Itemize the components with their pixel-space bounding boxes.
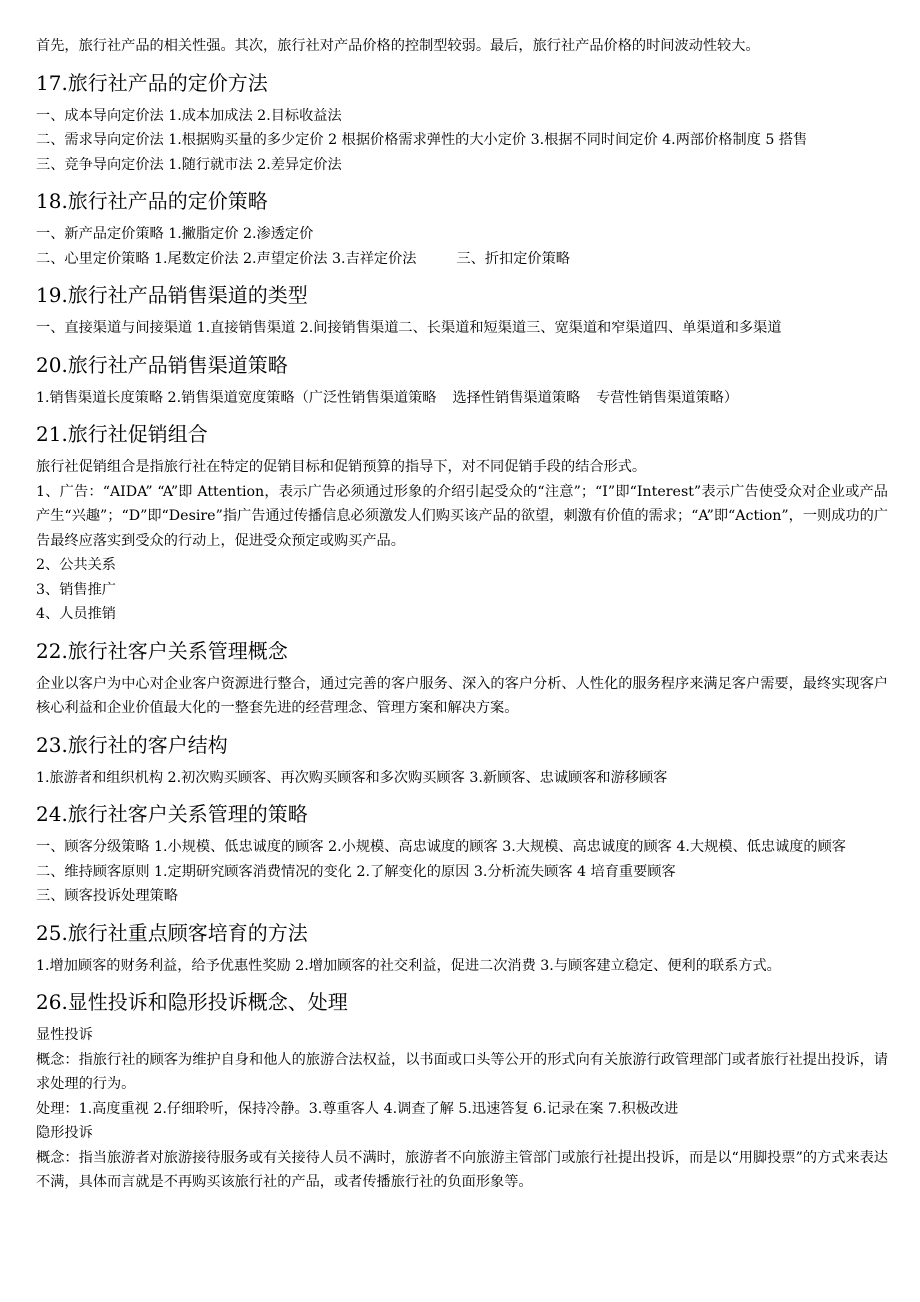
s21-line-3: 2、公共关系 bbox=[36, 557, 116, 573]
document-page bbox=[36, 34, 888, 1195]
s19-line: 一、直接渠道与间接渠道 1.直接销售渠道 2.间接销售渠道二、长渠道和短渠道三、宽渠道和窄渠道四、单渠道和多渠道 bbox=[36, 320, 782, 336]
s25-line: 1.增加顾客的财务利益，给予优惠性奖励 2.增加顾客的社交利益，促进二次消费 3.与顾客建立稳定、便利的联系方式。 bbox=[36, 957, 781, 974]
s20-part-b: 选择性销售渠道策略 bbox=[452, 389, 581, 406]
s18-line-2 bbox=[36, 247, 888, 272]
s20-part-a: 1.销售渠道长度策略 2.销售渠道宽度策略（广泛性销售渠道策略 bbox=[36, 389, 437, 406]
s20-part-c: 专营性销售渠道策略） bbox=[596, 389, 739, 406]
s20-line bbox=[36, 386, 888, 411]
s21-line-1: 旅行社促销组合是指旅行社在特定的促销目标和促销预算的指导下，对不同促销手段的结合形式。 bbox=[36, 459, 647, 475]
s18-line-2b: 三、折扣定价策略 bbox=[456, 250, 570, 267]
heading-17: 17.旅行社产品的定价方法 bbox=[36, 70, 268, 95]
s26-line-5: 概念：指当旅游者对旅游接待服务或有关接待人员不满时，旅游者不向旅游主管部门或旅行社提出投诉，而是以“用脚投票”的方式来表达不满，具体而言就是不再购买该旅行社的产品，或者传播旅行社的负面形象等。 bbox=[36, 1149, 888, 1190]
s17-line-2: 二、需求导向定价法 1.根据购买量的多少定价 2 根据价格需求弹性的大小定价 3.根据不同时间定价 4.两部价格制度 5 搭售 bbox=[36, 132, 808, 148]
s26-line-4: 隐形投诉 bbox=[36, 1125, 93, 1141]
s17-line-1: 一、成本导向定价法 1.成本加成法 2.目标收益法 bbox=[36, 107, 342, 124]
s26-line-1: 显性投诉 bbox=[36, 1027, 93, 1043]
s18-line-1: 一、新产品定价策略 1.撇脂定价 2.渗透定价 bbox=[36, 226, 314, 242]
intro-paragraph: 首先，旅行社产品的相关性强。其次，旅行社对产品价格的控制型较弱。最后，旅行社产品价格的时间波动性较大。 bbox=[36, 38, 760, 54]
s26-line-3: 处理：1.高度重视 2.仔细聆听，保持冷静。3.尊重客人 4.调查了解 5.迅速答复 6.记录在案 7.积极改进 bbox=[36, 1100, 679, 1117]
s21-line-2: 1、广告：“AIDA” “A”即 Attention，表示广告必须通过形象的介绍引起受众的“注意”；“I”即“Interest”表示广告使受众对企业或产品产生“兴趣”；“D”即“Desire”指广告通过传播信息必须激发人们购买该产品的欲望，刺激有价值的需求；“A”即“Action”，一则成功的广告最终应落实到受众的行动上，促进受众预定或购买产品。 bbox=[36, 483, 888, 549]
heading-22: 22.旅行社客户关系管理概念 bbox=[36, 638, 288, 663]
heading-25: 25.旅行社重点顾客培育的方法 bbox=[36, 920, 308, 945]
heading-20: 20.旅行社产品销售渠道策略 bbox=[36, 352, 288, 377]
heading-18: 18.旅行社产品的定价策略 bbox=[36, 189, 268, 213]
heading-26: 26.显性投诉和隐形投诉概念、处理 bbox=[36, 990, 348, 1014]
s24-line-2: 二、维持顾客原则 1.定期研究顾客消费情况的变化 2.了解变化的原因 3.分析流失顾客 4 培育重要顾客 bbox=[36, 863, 676, 880]
s17-line-3: 三、竞争导向定价法 1.随行就市法 2.差异定价法 bbox=[36, 156, 342, 173]
s26-line-2: 概念：指旅行社的顾客为维护自身和他人的旅游合法权益，以书面或口头等公开的形式向有关旅游行政管理部门或者旅行社提出投诉，请求处理的行为。 bbox=[36, 1051, 888, 1092]
s24-line-1: 一、顾客分级策略 1.小规模、低忠诚度的顾客 2.小规模、高忠诚度的顾客 3.大规模、高忠诚度的顾客 4.大规模、低忠诚度的顾客 bbox=[36, 839, 846, 855]
heading-19: 19.旅行社产品销售渠道的类型 bbox=[36, 283, 308, 307]
s21-line-4: 3、销售推广 bbox=[36, 581, 116, 598]
s18-line-2a: 二、心里定价策略 1.尾数定价法 2.声望定价法 3.吉祥定价法 bbox=[36, 250, 417, 267]
heading-24: 24.旅行社客户关系管理的策略 bbox=[36, 802, 308, 826]
heading-21: 21.旅行社促销组合 bbox=[36, 422, 208, 446]
s24-line-3: 三、顾客投诉处理策略 bbox=[36, 888, 178, 904]
s22-line: 企业以客户为中心对企业客户资源进行整合，通过完善的客户服务、深入的客户分析、人性化的服务程序来满足客户需要，最终实现客户核心利益和企业价值最大化的一整套先进的经营理念、管理方案和解决方案。 bbox=[36, 675, 888, 716]
s21-line-5: 4、人员推销 bbox=[36, 606, 116, 622]
heading-23: 23.旅行社的客户结构 bbox=[36, 732, 228, 757]
s23-line: 1.旅游者和组织机构 2.初次购买顾客、再次购买顾客和多次购买顾客 3.新顾客、忠诚顾客和游移顾客 bbox=[36, 769, 668, 786]
